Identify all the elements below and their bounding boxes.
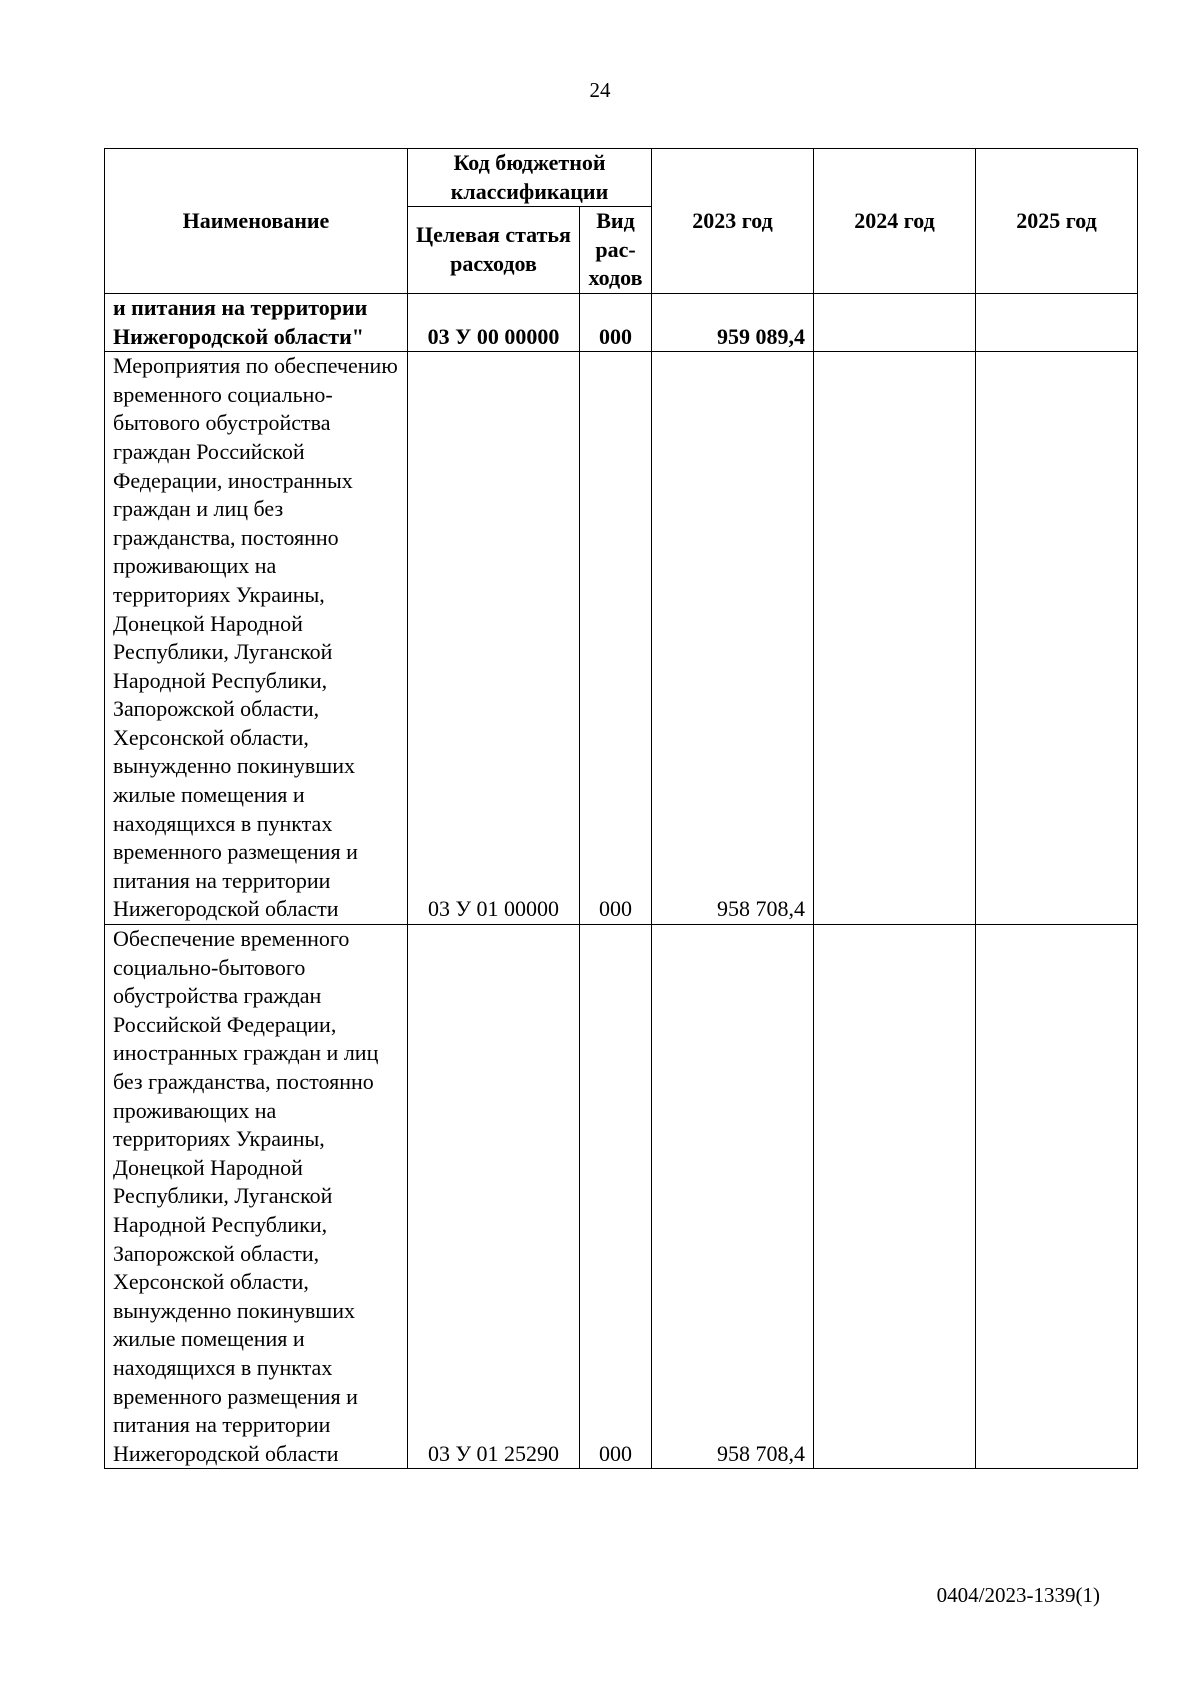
row-name: и питания на территории Нижегородской области" [105,293,408,351]
table-header [105,149,1138,294]
row-amount-2025 [976,352,1138,925]
header-expense-kind: Вид рас-ходов [580,207,652,294]
row-expense-kind: 000 [580,925,652,1469]
budget-table [104,148,1138,1469]
table-row [105,925,1138,1469]
table-row [105,293,1138,351]
row-name: Мероприятия по обеспечению временного социально-бытового обустройства граждан Российской Федерации, иностранных граждан и лиц без гражданства, постоянно проживающих на территориях Украины, Донецкой Народной Республики, Луганской Народной Республики, Запорожской области, Херсонской области, вынужденно покинувших жилые помещения и находящихся в пунктах временного размещения и питания на территории Нижегородской области [105,352,408,925]
header-target-article: Целевая статья расходов [408,207,580,294]
document-registration-number: 0404/2023-1339(1) [936,1583,1100,1607]
header-name: Наименование [105,149,408,294]
header-code-group: Код бюджетной классификации [408,149,652,207]
table-body [105,293,1138,1468]
row-expense-kind: 000 [580,293,652,351]
row-target-article: 03 У 01 25290 [408,925,580,1469]
row-expense-kind: 000 [580,352,652,925]
header-year-2024: 2024 год [814,149,976,294]
row-amount-2023: 959 089,4 [652,293,814,351]
row-amount-2024 [814,293,976,351]
row-amount-2023: 958 708,4 [652,352,814,925]
row-amount-2024 [814,352,976,925]
row-amount-2025 [976,293,1138,351]
row-target-article: 03 У 01 00000 [408,352,580,925]
header-year-2023: 2023 год [652,149,814,294]
table-row [105,352,1138,925]
row-amount-2025 [976,925,1138,1469]
row-amount-2024 [814,925,976,1469]
header-year-2025: 2025 год [976,149,1138,294]
row-name: Обеспечение временного социально-бытового обустройства граждан Российской Федерации, иностранных граждан и лиц без гражданства, постоянно проживающих на территориях Украины, Донецкой Народной Республики, Луганской Народной Республики, Запорожской области, Херсонской области, вынужденно покинувших жилые помещения и находящихся в пунктах временного размещения и питания на территории Нижегородской области [105,925,408,1469]
page-number: 24 [589,78,611,102]
row-amount-2023: 958 708,4 [652,925,814,1469]
row-target-article: 03 У 00 00000 [408,293,580,351]
